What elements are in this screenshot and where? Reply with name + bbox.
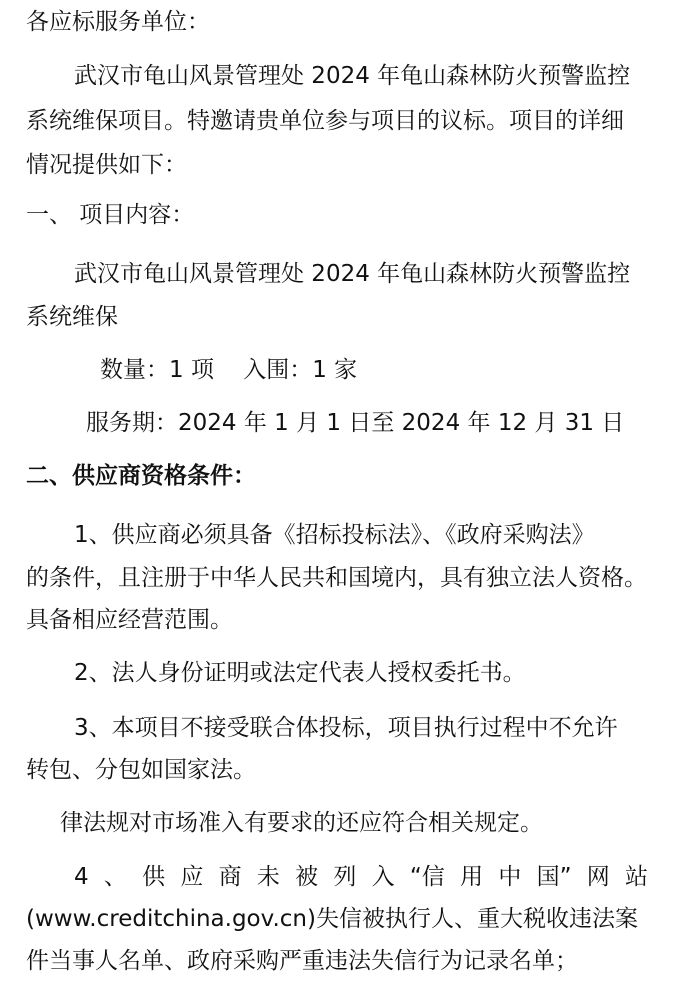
item4-glyph: 、 bbox=[103, 864, 127, 890]
item4-glyph: 中 bbox=[498, 864, 522, 890]
project-content-line: 系统维保 bbox=[26, 304, 118, 330]
section-2-heading: 二、供应商资格条件： bbox=[26, 463, 256, 489]
qualification-item-3: 3、本项目不接受联合体投标，项目执行过程中不允许 bbox=[74, 715, 618, 741]
item4-glyph: 应 bbox=[180, 864, 204, 890]
item4-glyph: 国” bbox=[536, 864, 572, 890]
section-1-heading: 一、 项目内容： bbox=[26, 202, 195, 228]
qualification-item-1: 1、供应商必须具备《招标投标法》、《政府采购法》 bbox=[74, 522, 595, 548]
item4-glyph: 商 bbox=[218, 864, 242, 890]
item4-glyph: 站 bbox=[624, 864, 648, 890]
qualification-item-1: 的条件，且注册于中华人民共和国境内，具有独立法人资格。 bbox=[26, 565, 647, 591]
qualification-item-2: 2、法人身份证明或法定代表人授权委托书。 bbox=[74, 660, 526, 686]
item4-glyph: 4 bbox=[74, 864, 89, 890]
qualification-item-4: 件当事人名单、政府采购严重违法失信行为记录名单； bbox=[26, 948, 578, 974]
project-content-line: 武汉市龟山风景管理处 2024 年龟山森林防火预警监控 bbox=[74, 261, 631, 287]
salutation: 各应标服务单位： bbox=[26, 9, 210, 35]
intro-line: 系统维保项目。特邀请贵单位参与项目的议标。项目的详细 bbox=[26, 108, 624, 134]
market-access-note: 律法规对市场准入有要求的还应符合相关规定。 bbox=[60, 810, 543, 836]
item4-glyph: 网 bbox=[586, 864, 610, 890]
intro-line: 武汉市龟山风景管理处 2024 年龟山森林防火预警监控 bbox=[74, 63, 631, 89]
qualification-item-3: 转包、分包如国家法。 bbox=[26, 757, 256, 783]
qualification-item-4: (www.creditchina.gov.cn)失信被执行人、重大税收违法案 bbox=[26, 906, 638, 932]
qualification-item-1: 具备相应经营范围。 bbox=[26, 607, 233, 633]
item4-glyph: 列 bbox=[333, 864, 357, 890]
quantity-line: 数量：1 项 入围：1 家 bbox=[100, 357, 358, 383]
item4-glyph: 供 bbox=[142, 864, 166, 890]
item4-glyph: 用 bbox=[460, 864, 484, 890]
service-period-line: 服务期：2024 年 1 月 1 日至 2024 年 12 月 31 日 bbox=[86, 410, 625, 436]
item4-glyph: 未 bbox=[256, 864, 280, 890]
qualification-item-4-first-line bbox=[74, 862, 648, 892]
intro-line: 情况提供如下： bbox=[26, 152, 187, 178]
item4-glyph: 入 bbox=[371, 864, 395, 890]
item4-glyph: 被 bbox=[295, 864, 319, 890]
item4-glyph: “信 bbox=[409, 864, 445, 890]
